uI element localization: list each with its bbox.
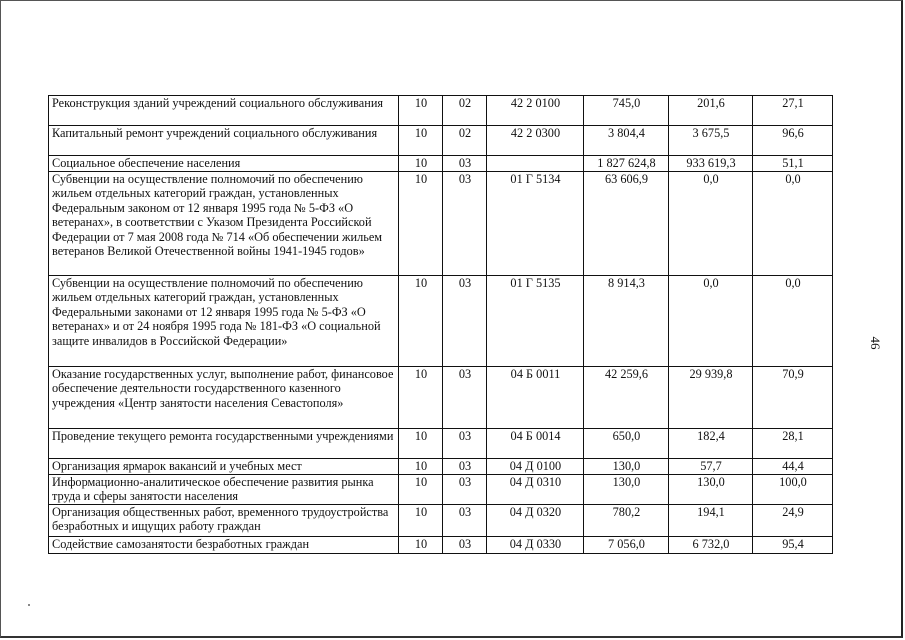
section-code: 10 (399, 459, 443, 475)
actual-amount: 6 732,0 (669, 537, 753, 554)
item-name: Проведение текущего ремонта государственными учреждениями (49, 429, 399, 459)
actual-amount: 3 675,5 (669, 126, 753, 156)
table-row (49, 505, 833, 537)
target-article: 04 Д 0330 (487, 537, 584, 554)
item-name: Оказание государственных услуг, выполнение работ, финансовое обеспечение деятельности государственного казенного учреждения «Центр занятости населения Севастополя» (49, 367, 399, 429)
subsection-code: 03 (443, 276, 487, 367)
section-code: 10 (399, 156, 443, 172)
subsection-code: 02 (443, 96, 487, 126)
table-row (49, 276, 833, 367)
subsection-code: 03 (443, 367, 487, 429)
subsection-code: 03 (443, 505, 487, 537)
item-name: Субвенции на осуществление полномочий по обеспечению жильем отдельных категорий граждан, установленных Федеральными законами от 12 января 1995 года № 5-ФЗ «О ветеранах» и от 24 ноября 1995 года № 181-ФЗ «О социальной защите инвалидов в Российской Федерации» (49, 276, 399, 367)
subsection-code: 03 (443, 429, 487, 459)
section-code: 10 (399, 537, 443, 554)
execution-percent: 28,1 (753, 429, 833, 459)
table-row (49, 429, 833, 459)
section-code: 10 (399, 429, 443, 459)
plan-amount: 3 804,4 (584, 126, 669, 156)
table-row (49, 96, 833, 126)
plan-amount: 130,0 (584, 459, 669, 475)
actual-amount: 194,1 (669, 505, 753, 537)
plan-amount: 8 914,3 (584, 276, 669, 367)
item-name: Социальное обеспечение населения (49, 156, 399, 172)
section-code: 10 (399, 475, 443, 505)
actual-amount: 0,0 (669, 276, 753, 367)
plan-amount: 745,0 (584, 96, 669, 126)
table-row (49, 126, 833, 156)
table-row (49, 459, 833, 475)
execution-percent: 0,0 (753, 276, 833, 367)
item-name: Капитальный ремонт учреждений социального обслуживания (49, 126, 399, 156)
item-name: Реконструкция зданий учреждений социального обслуживания (49, 96, 399, 126)
actual-amount: 29 939,8 (669, 367, 753, 429)
subsection-code: 03 (443, 475, 487, 505)
target-article: 04 Д 0100 (487, 459, 584, 475)
plan-amount: 63 606,9 (584, 172, 669, 276)
plan-amount: 130,0 (584, 475, 669, 505)
target-article: 01 Г 5134 (487, 172, 584, 276)
item-name: Организация ярмарок вакансий и учебных мест (49, 459, 399, 475)
table-row (49, 156, 833, 172)
execution-percent: 70,9 (753, 367, 833, 429)
item-name: Организация общественных работ, временного трудоустройства безработных и ищущих работу граждан (49, 505, 399, 537)
target-article: 42 2 0300 (487, 126, 584, 156)
execution-percent: 27,1 (753, 96, 833, 126)
section-code: 10 (399, 367, 443, 429)
target-article: 04 Д 0310 (487, 475, 584, 505)
execution-percent: 0,0 (753, 172, 833, 276)
subsection-code: 03 (443, 459, 487, 475)
table-row (49, 537, 833, 554)
scan-speck (28, 604, 30, 606)
section-code: 10 (399, 126, 443, 156)
plan-amount: 7 056,0 (584, 537, 669, 554)
target-article: 04 Д 0320 (487, 505, 584, 537)
target-article (487, 156, 584, 172)
execution-percent: 96,6 (753, 126, 833, 156)
plan-amount: 1 827 624,8 (584, 156, 669, 172)
actual-amount: 933 619,3 (669, 156, 753, 172)
plan-amount: 780,2 (584, 505, 669, 537)
actual-amount: 182,4 (669, 429, 753, 459)
target-article: 04 Б 0011 (487, 367, 584, 429)
item-name: Содействие самозанятости безработных граждан (49, 537, 399, 554)
actual-amount: 201,6 (669, 96, 753, 126)
page-number: 46 (868, 336, 883, 350)
table-row (49, 367, 833, 429)
actual-amount: 0,0 (669, 172, 753, 276)
plan-amount: 650,0 (584, 429, 669, 459)
section-code: 10 (399, 96, 443, 126)
table-row (49, 475, 833, 505)
section-code: 10 (399, 172, 443, 276)
execution-percent: 51,1 (753, 156, 833, 172)
budget-table (48, 95, 833, 554)
subsection-code: 02 (443, 126, 487, 156)
execution-percent: 44,4 (753, 459, 833, 475)
item-name: Информационно-аналитическое обеспечение развития рынка труда и сферы занятости населения (49, 475, 399, 505)
target-article: 42 2 0100 (487, 96, 584, 126)
section-code: 10 (399, 276, 443, 367)
item-name: Субвенции на осуществление полномочий по обеспечению жильем отдельных категорий граждан, установленных Федеральным законом от 12 января 1995 года № 5-ФЗ «О ветеранах», в соответствии с Указом Президента Российской Федерации от 7 мая 2008 года № 714 «Об обеспечении жильем ветеранов Великой Отечественной войны 1941-1945 годов» (49, 172, 399, 276)
subsection-code: 03 (443, 172, 487, 276)
plan-amount: 42 259,6 (584, 367, 669, 429)
execution-percent: 95,4 (753, 537, 833, 554)
subsection-code: 03 (443, 537, 487, 554)
actual-amount: 130,0 (669, 475, 753, 505)
execution-percent: 100,0 (753, 475, 833, 505)
execution-percent: 24,9 (753, 505, 833, 537)
section-code: 10 (399, 505, 443, 537)
target-article: 04 Б 0014 (487, 429, 584, 459)
subsection-code: 03 (443, 156, 487, 172)
target-article: 01 Г 5135 (487, 276, 584, 367)
actual-amount: 57,7 (669, 459, 753, 475)
table-row (49, 172, 833, 276)
